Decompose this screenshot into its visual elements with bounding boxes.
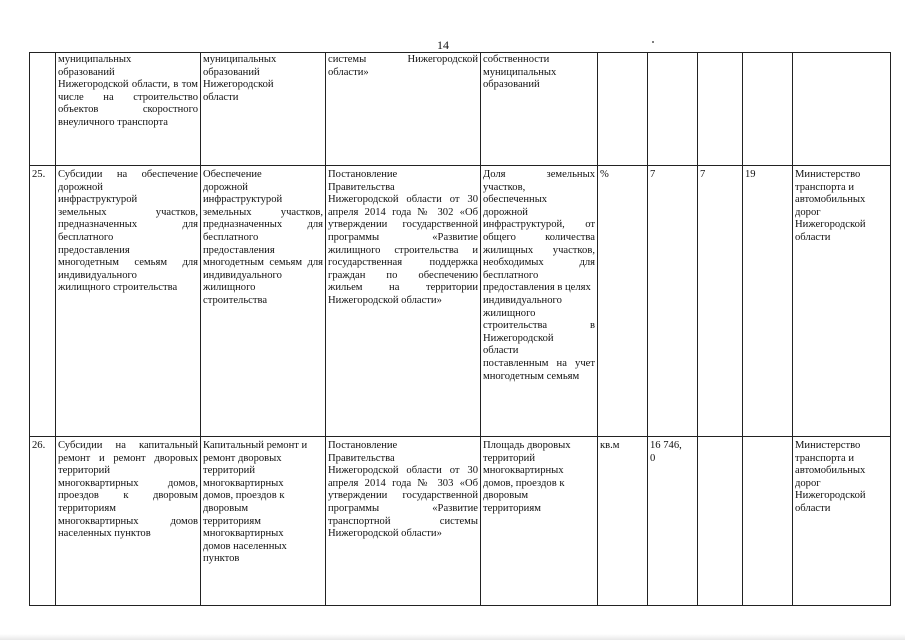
value-2	[698, 53, 743, 166]
value-3: 19	[743, 166, 793, 437]
row-number	[30, 53, 56, 166]
table-row	[30, 437, 891, 606]
table-row	[30, 166, 891, 437]
value-3	[743, 437, 793, 606]
measure-name: муниципальных образований Нижегородской области, в том числе на строительство объектов скоростного внеуличного транспорта	[56, 53, 201, 166]
responsible-agency: Министерство транспорта и автомобильных дорог Нижегородской области	[793, 166, 891, 437]
legal-basis: системы Нижегородской области»	[326, 53, 481, 166]
measure-purpose: муниципальных образований Нижегородской области	[201, 53, 326, 166]
responsible-agency	[793, 53, 891, 166]
row-number: 26.	[30, 437, 56, 606]
value-1	[648, 53, 698, 166]
row-number: 25.	[30, 166, 56, 437]
target-indicator: Доля земельных участков, обеспеченных дорожной инфраструктурой, от общего количества жилищных участков, необходимых для бесплатного предоставления в целях индивидуального жилищного строительства в Нижегородской области поставленным на учет многодетным семьям	[481, 166, 598, 437]
table-row	[30, 53, 891, 166]
value-1: 7	[648, 166, 698, 437]
program-table	[29, 52, 891, 606]
scan-edge	[0, 634, 905, 640]
legal-basis: Постановление Правительства Нижегородской области от 30 апреля 2014 года № 303 «Об утверждении государственной программы «Развитие транспортной системы Нижегородской области»	[326, 437, 481, 606]
target-indicator: Площадь дворовых территорий многоквартирных домов, проездов к дворовым территориям	[481, 437, 598, 606]
value-2: 7	[698, 166, 743, 437]
responsible-agency: Министерство транспорта и автомобильных дорог Нижегородской области	[793, 437, 891, 606]
measure-name: Субсидии на капитальный ремонт и ремонт дворовых территорий многоквартирных домов, проездов к дворовым территориям многоквартирных домов населенных пунктов	[56, 437, 201, 606]
unit	[598, 53, 648, 166]
unit: кв.м	[598, 437, 648, 606]
measure-purpose: Обеспечение дорожной инфраструктурой земельных участков, предназначенных для бесплатного предоставления многодетным семьям для индивидуального жилищного строительства	[201, 166, 326, 437]
measure-purpose: Капитальный ремонт и ремонт дворовых территорий многоквартирных домов, проездов к дворовым территориям многоквартирных домов населенных пунктов	[201, 437, 326, 606]
legal-basis: Постановление Правительства Нижегородской области от 30 апреля 2014 года № 302 «Об утверждении государственной программы «Развитие жилищного строительства и государственная поддержка граждан по обеспечению жильем на территории Нижегородской области»	[326, 166, 481, 437]
value-1: 16 746, 0	[648, 437, 698, 606]
measure-name: Субсидии на обеспечение дорожной инфраструктурой земельных участков, предназначенных для бесплатного предоставления многодетным семьям для индивидуального жилищного строительства	[56, 166, 201, 437]
target-indicator: собственности муниципальных образований	[481, 53, 598, 166]
value-2	[698, 437, 743, 606]
unit: %	[598, 166, 648, 437]
page-number: 14	[437, 38, 449, 52]
scan-speck	[652, 41, 654, 43]
value-3	[743, 53, 793, 166]
